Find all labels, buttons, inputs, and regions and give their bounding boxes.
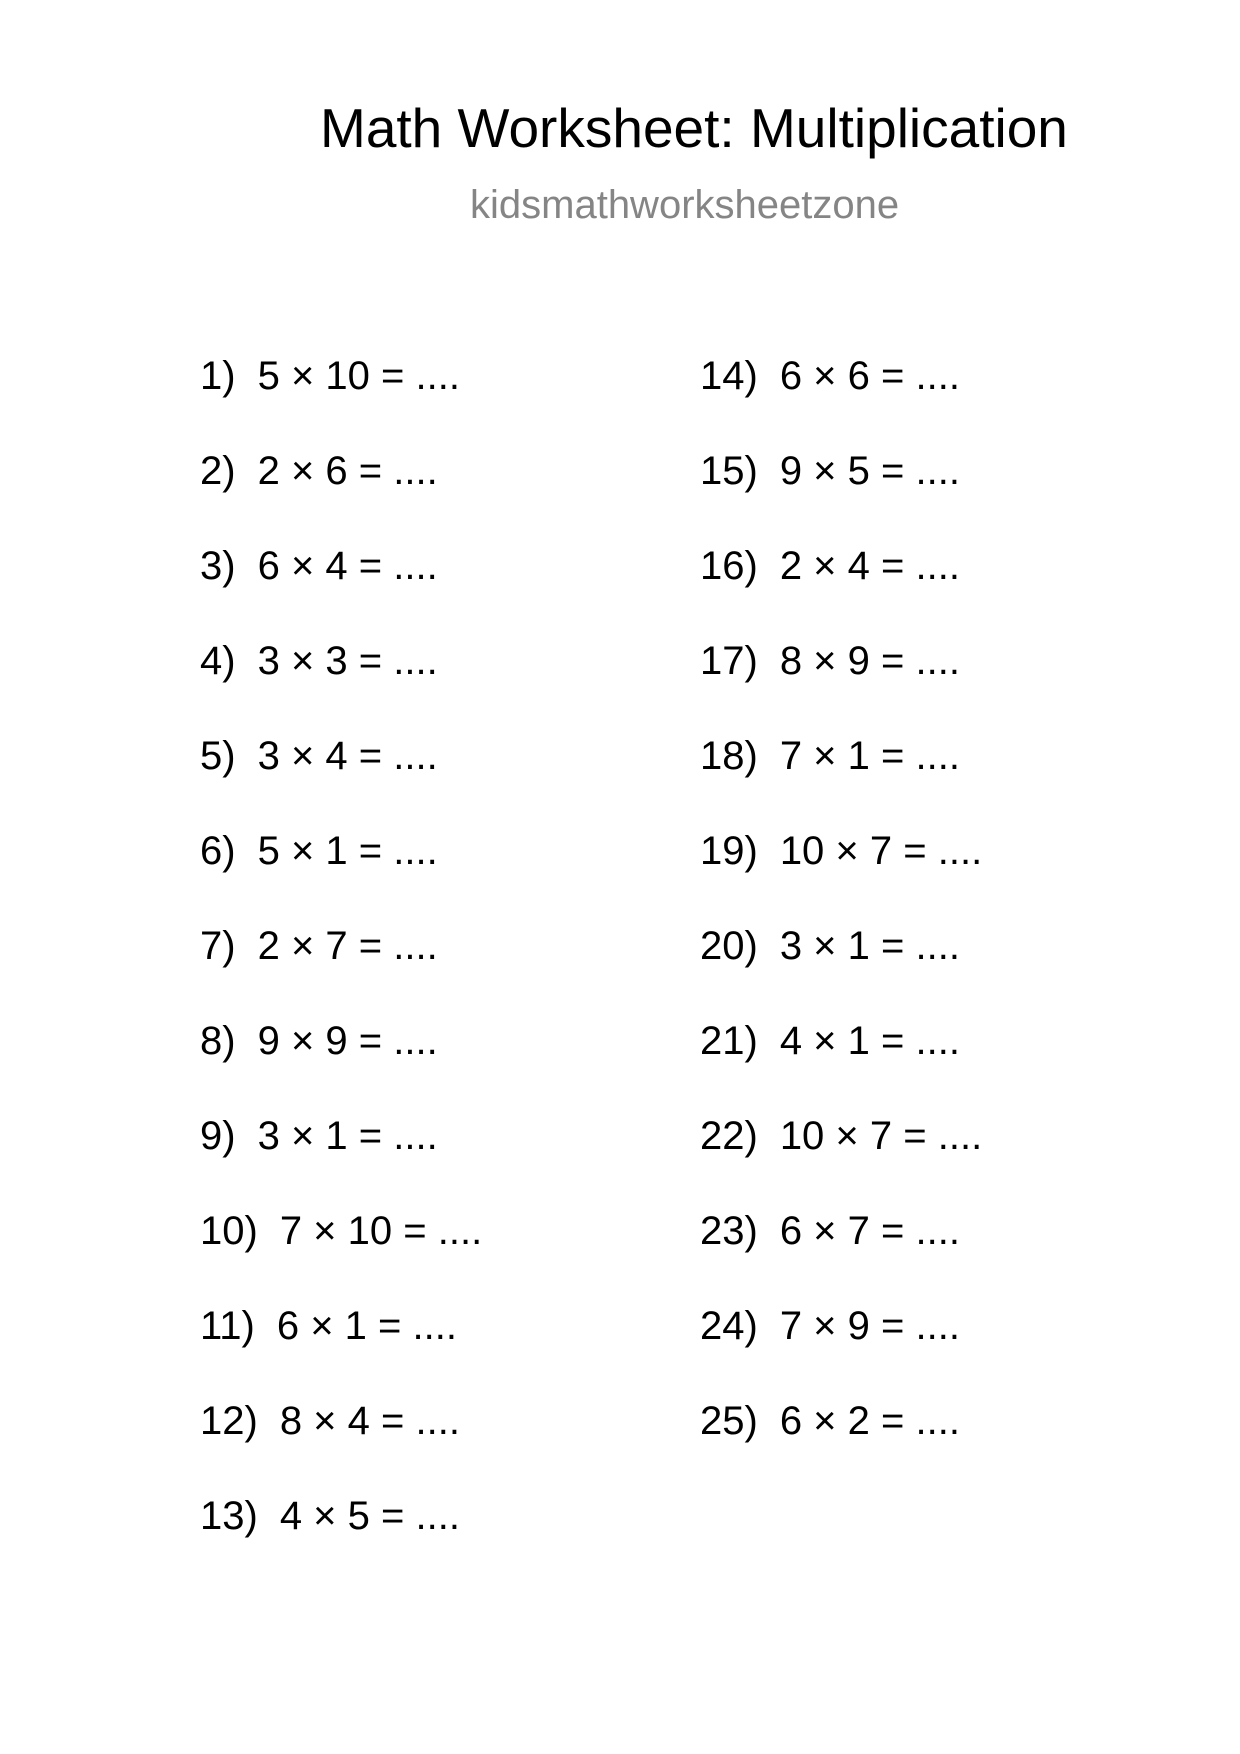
site-name: kidsmathworksheetzone [470, 183, 900, 227]
problem-item [200, 445, 720, 540]
problem-item [700, 1395, 1220, 1490]
problem-list-left [200, 350, 720, 1585]
problem-item [700, 1110, 1220, 1205]
problem-item [700, 920, 1220, 1015]
page-title: Math Worksheet: Multiplication [320, 97, 1068, 159]
problem-number: 18) [700, 734, 758, 778]
problem-item [200, 1205, 720, 1300]
problem-number: 7) [200, 924, 236, 968]
problem-item [700, 540, 1220, 635]
problem-expression: 6 × 4 = .... [257, 544, 438, 588]
problem-number: 14) [700, 354, 758, 398]
problem-item [200, 1490, 720, 1585]
problem-number: 24) [700, 1304, 758, 1348]
problem-number: 10) [200, 1209, 258, 1253]
problem-number: 21) [700, 1019, 758, 1063]
problem-number: 23) [700, 1209, 758, 1253]
problem-number: 17) [700, 639, 758, 683]
problem-number: 19) [700, 829, 758, 873]
problem-expression: 2 × 6 = .... [257, 449, 438, 493]
problem-list-right [700, 350, 1220, 1490]
problem-expression: 7 × 10 = .... [279, 1209, 483, 1253]
problem-item [700, 350, 1220, 445]
problem-expression: 6 × 1 = .... [276, 1304, 457, 1348]
problem-expression: 6 × 6 = .... [779, 354, 960, 398]
problem-item [700, 1015, 1220, 1110]
problem-expression: 8 × 9 = .... [779, 639, 960, 683]
problem-item [200, 1395, 720, 1490]
problem-item [200, 730, 720, 825]
problem-expression: 4 × 5 = .... [279, 1494, 460, 1538]
problem-number: 13) [200, 1494, 258, 1538]
problem-expression: 3 × 3 = .... [257, 639, 438, 683]
problem-number: 1) [200, 354, 236, 398]
problem-expression: 6 × 7 = .... [779, 1209, 960, 1253]
problem-item [700, 445, 1220, 540]
problem-expression: 2 × 4 = .... [779, 544, 960, 588]
problem-number: 6) [200, 829, 236, 873]
problem-expression: 5 × 1 = .... [257, 829, 438, 873]
problem-number: 12) [200, 1399, 258, 1443]
problem-item [200, 825, 720, 920]
problem-item [200, 1015, 720, 1110]
problem-item [200, 1300, 720, 1395]
problem-number: 8) [200, 1019, 236, 1063]
problem-number: 22) [700, 1114, 758, 1158]
problem-expression: 7 × 9 = .... [779, 1304, 960, 1348]
problem-number: 2) [200, 449, 236, 493]
problem-item [700, 1300, 1220, 1395]
problem-number: 15) [700, 449, 758, 493]
problem-expression: 4 × 1 = .... [779, 1019, 960, 1063]
problem-item [700, 825, 1220, 920]
problem-item [200, 920, 720, 1015]
problem-number: 20) [700, 924, 758, 968]
problem-expression: 9 × 5 = .... [779, 449, 960, 493]
problem-expression: 3 × 4 = .... [257, 734, 438, 778]
problem-item [200, 635, 720, 730]
problem-number: 3) [200, 544, 236, 588]
problem-expression: 10 × 7 = .... [779, 829, 983, 873]
problem-expression: 3 × 1 = .... [257, 1114, 438, 1158]
problem-expression: 2 × 7 = .... [257, 924, 438, 968]
problem-number: 5) [200, 734, 236, 778]
problem-expression: 7 × 1 = .... [779, 734, 960, 778]
problem-item [200, 540, 720, 635]
problem-item [700, 635, 1220, 730]
problem-expression: 6 × 2 = .... [779, 1399, 960, 1443]
problem-item [200, 1110, 720, 1205]
problem-number: 11) [200, 1304, 255, 1348]
problem-item [200, 350, 720, 445]
problem-expression: 8 × 4 = .... [279, 1399, 460, 1443]
problem-expression: 5 × 10 = .... [257, 354, 460, 398]
problem-number: 9) [200, 1114, 236, 1158]
problem-number: 16) [700, 544, 758, 588]
problem-item [700, 730, 1220, 825]
problem-expression: 3 × 1 = .... [779, 924, 960, 968]
problem-item [700, 1205, 1220, 1300]
problem-number: 4) [200, 639, 236, 683]
problem-expression: 10 × 7 = .... [779, 1114, 983, 1158]
problem-expression: 9 × 9 = .... [257, 1019, 438, 1063]
problem-number: 25) [700, 1399, 758, 1443]
